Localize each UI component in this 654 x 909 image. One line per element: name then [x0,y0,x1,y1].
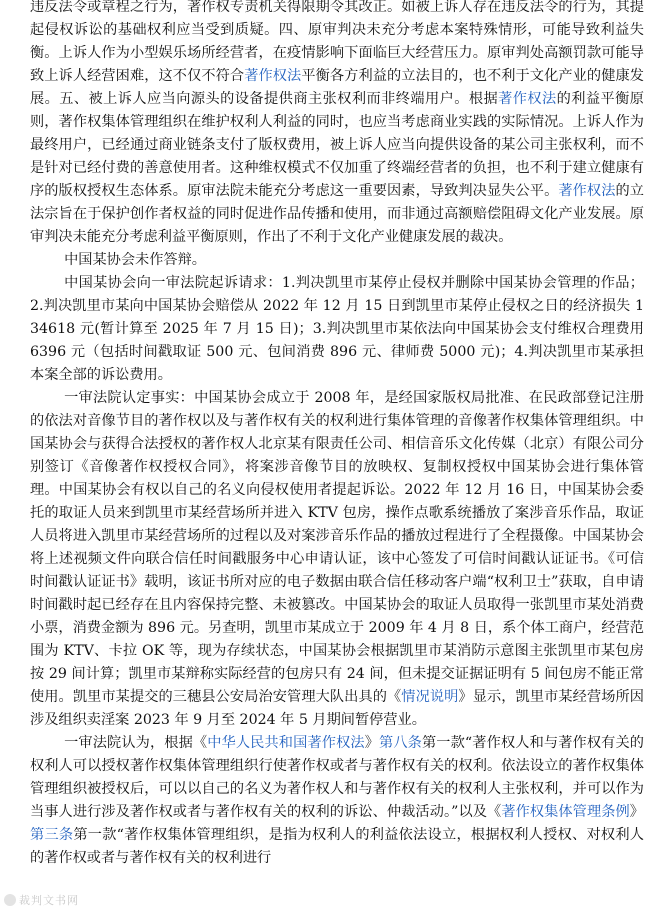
paragraph-text: 平衡各方利益的立法目的，也不利于文化产业的健康发展。五、被上诉人应当向源头的设备提供商主张权利而非终端用户。根据 [30,68,644,107]
law-link[interactable]: 第三条 [30,827,74,843]
law-link[interactable]: 第八条 [379,735,422,751]
paragraph-text: 一审法院认为，根据《 [64,735,208,751]
paragraph-text: 》 [364,735,380,751]
law-link[interactable]: 著作权法 [558,183,616,199]
paragraph-text: 的利益平衡原则，著作权集体管理组织在维护权利人利益的同时，也应当考虑商业实践的实际情况。上诉人作为最终用户，已经通过商业链条支付了版权费用，被上诉人应当向提供设备的某公司主张权利，而不是针对已经付费的善意使用者。这种维权模式不仅加重了终端经营者的负担，也不利于建立健康有序的版权授权生态体系。原审法院未能充分考虑这一重要因素，导致判决显失公平。 [30,91,644,199]
law-link[interactable]: 著作权集体管理条例 [501,804,630,820]
paragraph-text: 第一款“著作权人和与著作权有关的权利人可以授权著作权集体管理组织行使著作权或者与著作权有关的权利。依法设立的著作权集体管理组织被授权后，可以以自己的名义为著作权人和与著作权有关的权利人主张权利，并可以作为当事人进行涉及著作权或者与著作权有关的权利的诉讼、仲裁活动。”以及《 [30,735,644,820]
paragraph-first-instance-opinion [30,732,644,870]
paragraph-first-instance-facts [30,387,644,732]
law-link[interactable]: 中华人民共和国著作权法 [207,735,365,751]
paragraph-text: 中国某协会向一审法院起诉请求：1.判决凯里市某停止侵权并删除中国某协会管理的作品；2.判决凯里市某向中国某协会赔偿从 2022 年 12 月 15 日到凯里市某停止侵权之日的经济损失 134618 元(暂计算至 2025 年 7 月 15 日)；3.判决凯里市某依法向中国某协会支付维权合理费用 6396 元（包括时间戳取证 500 元、包间消费 896 元、律师费 5000 元)；4.判决凯里市某承担本案全部的诉讼费用。 [30,275,644,383]
paragraph-no-reply [30,249,644,272]
paragraph-text: 第一款“著作权集体管理组织，是指为权利人的利益依法设立，根据权利人授权、对权利人的著作权或者与著作权有关的权利进行 [30,827,644,866]
law-link[interactable]: 著作权法 [244,68,302,84]
paragraph-text: 》 [629,804,644,820]
paragraph-text: 一审法院认定事实：中国某协会成立于 2008 年，是经国家版权局批准、在民政部登记注册的依法对音像节目的著作权以及与著作权有关的权利进行集体管理的音像著作权集体管理组织。中国某协会与获得合法授权的著作权人北京某有限责任公司、相信音乐文化传媒（北京）有限公司分别签订《音像著作权授权合同》，将案涉音像节目的放映权、复制权授权中国某协会进行集体管理。中国某协会有权以自己的名义向侵权使用者提起诉讼。2022 年 12 月 16 日，中国某协会委托的取证人员来到凯里市某经营场所并进入 KTV 包房，操作点歌系统播放了案涉音乐作品，取证人员将进入凯里市某经营场所的过程以及对案涉音乐作品的播放过程进行了全程摄像。中国某协会将上述视频文件向联合信任时间戳服务中心申请认证，该中心签发了可信时间戳认证证书。《可信时间戳认证证书》载明，该证书所对应的电子数据由联合信任移动客户端“权利卫士”获取，自申请时间戳时起已经存在且内容保持完整、未被篡改。中国某协会的取证人员取得一张凯里市某处消费小票，消费金额为 896 元。另查明，凯里市某成立于 2009 年 4 月 8 日，系个体工商户，经营范围为 KTV、卡拉 OK 等，现为存续状态，中国某协会根据凯里市某消防示意图主张凯里市某包房按 29 间计算；凯里市某辩称实际经营的包房只有 24 间，但未提交证据证明有 5 间包房不能正常使用。凯里市某提交的三穗县公安局治安管理大队出具的《 [30,390,644,705]
law-link[interactable]: 著作权法 [498,91,557,107]
paragraph-text: 违反法令或章程之行为，著作权专责机关得限期令其改正。如被上诉人存在违反法令的行为，其提起侵权诉讼的基础权利应当受到质疑。四、原审判决未充分考虑本案特殊情形，可能导致利益失衡。上诉人作为小型娱乐场所经营者，在疫情影响下面临巨大经营压力。原审判处高额罚款可能导致上诉人经营困难，这不仅不符合 [30,0,644,84]
paragraph-text: 》显示，凯里市某经营场所因涉及组织卖淫案 2023 年 9 月至 2024 年 5 月期间暂停营业。 [30,689,644,728]
law-link[interactable]: 情况说明 [401,689,459,705]
paragraph-text: 中国某协会未作答辩。 [64,252,206,268]
paragraph-text: 的立法宗旨在于保护创作者权益的同时促进作品传播和使用，而非通过高额赔偿阻碍文化产业发展。原审判决未能充分考虑利益平衡原则，作出了不利于文化产业健康发展的裁决。 [30,183,644,245]
watermark-text: 裁判文书网 [19,894,79,907]
paragraph-appeal-reasons [30,0,644,249]
watermark [4,889,79,909]
watermark-logo-icon [4,894,16,906]
paragraph-claims [30,272,644,387]
